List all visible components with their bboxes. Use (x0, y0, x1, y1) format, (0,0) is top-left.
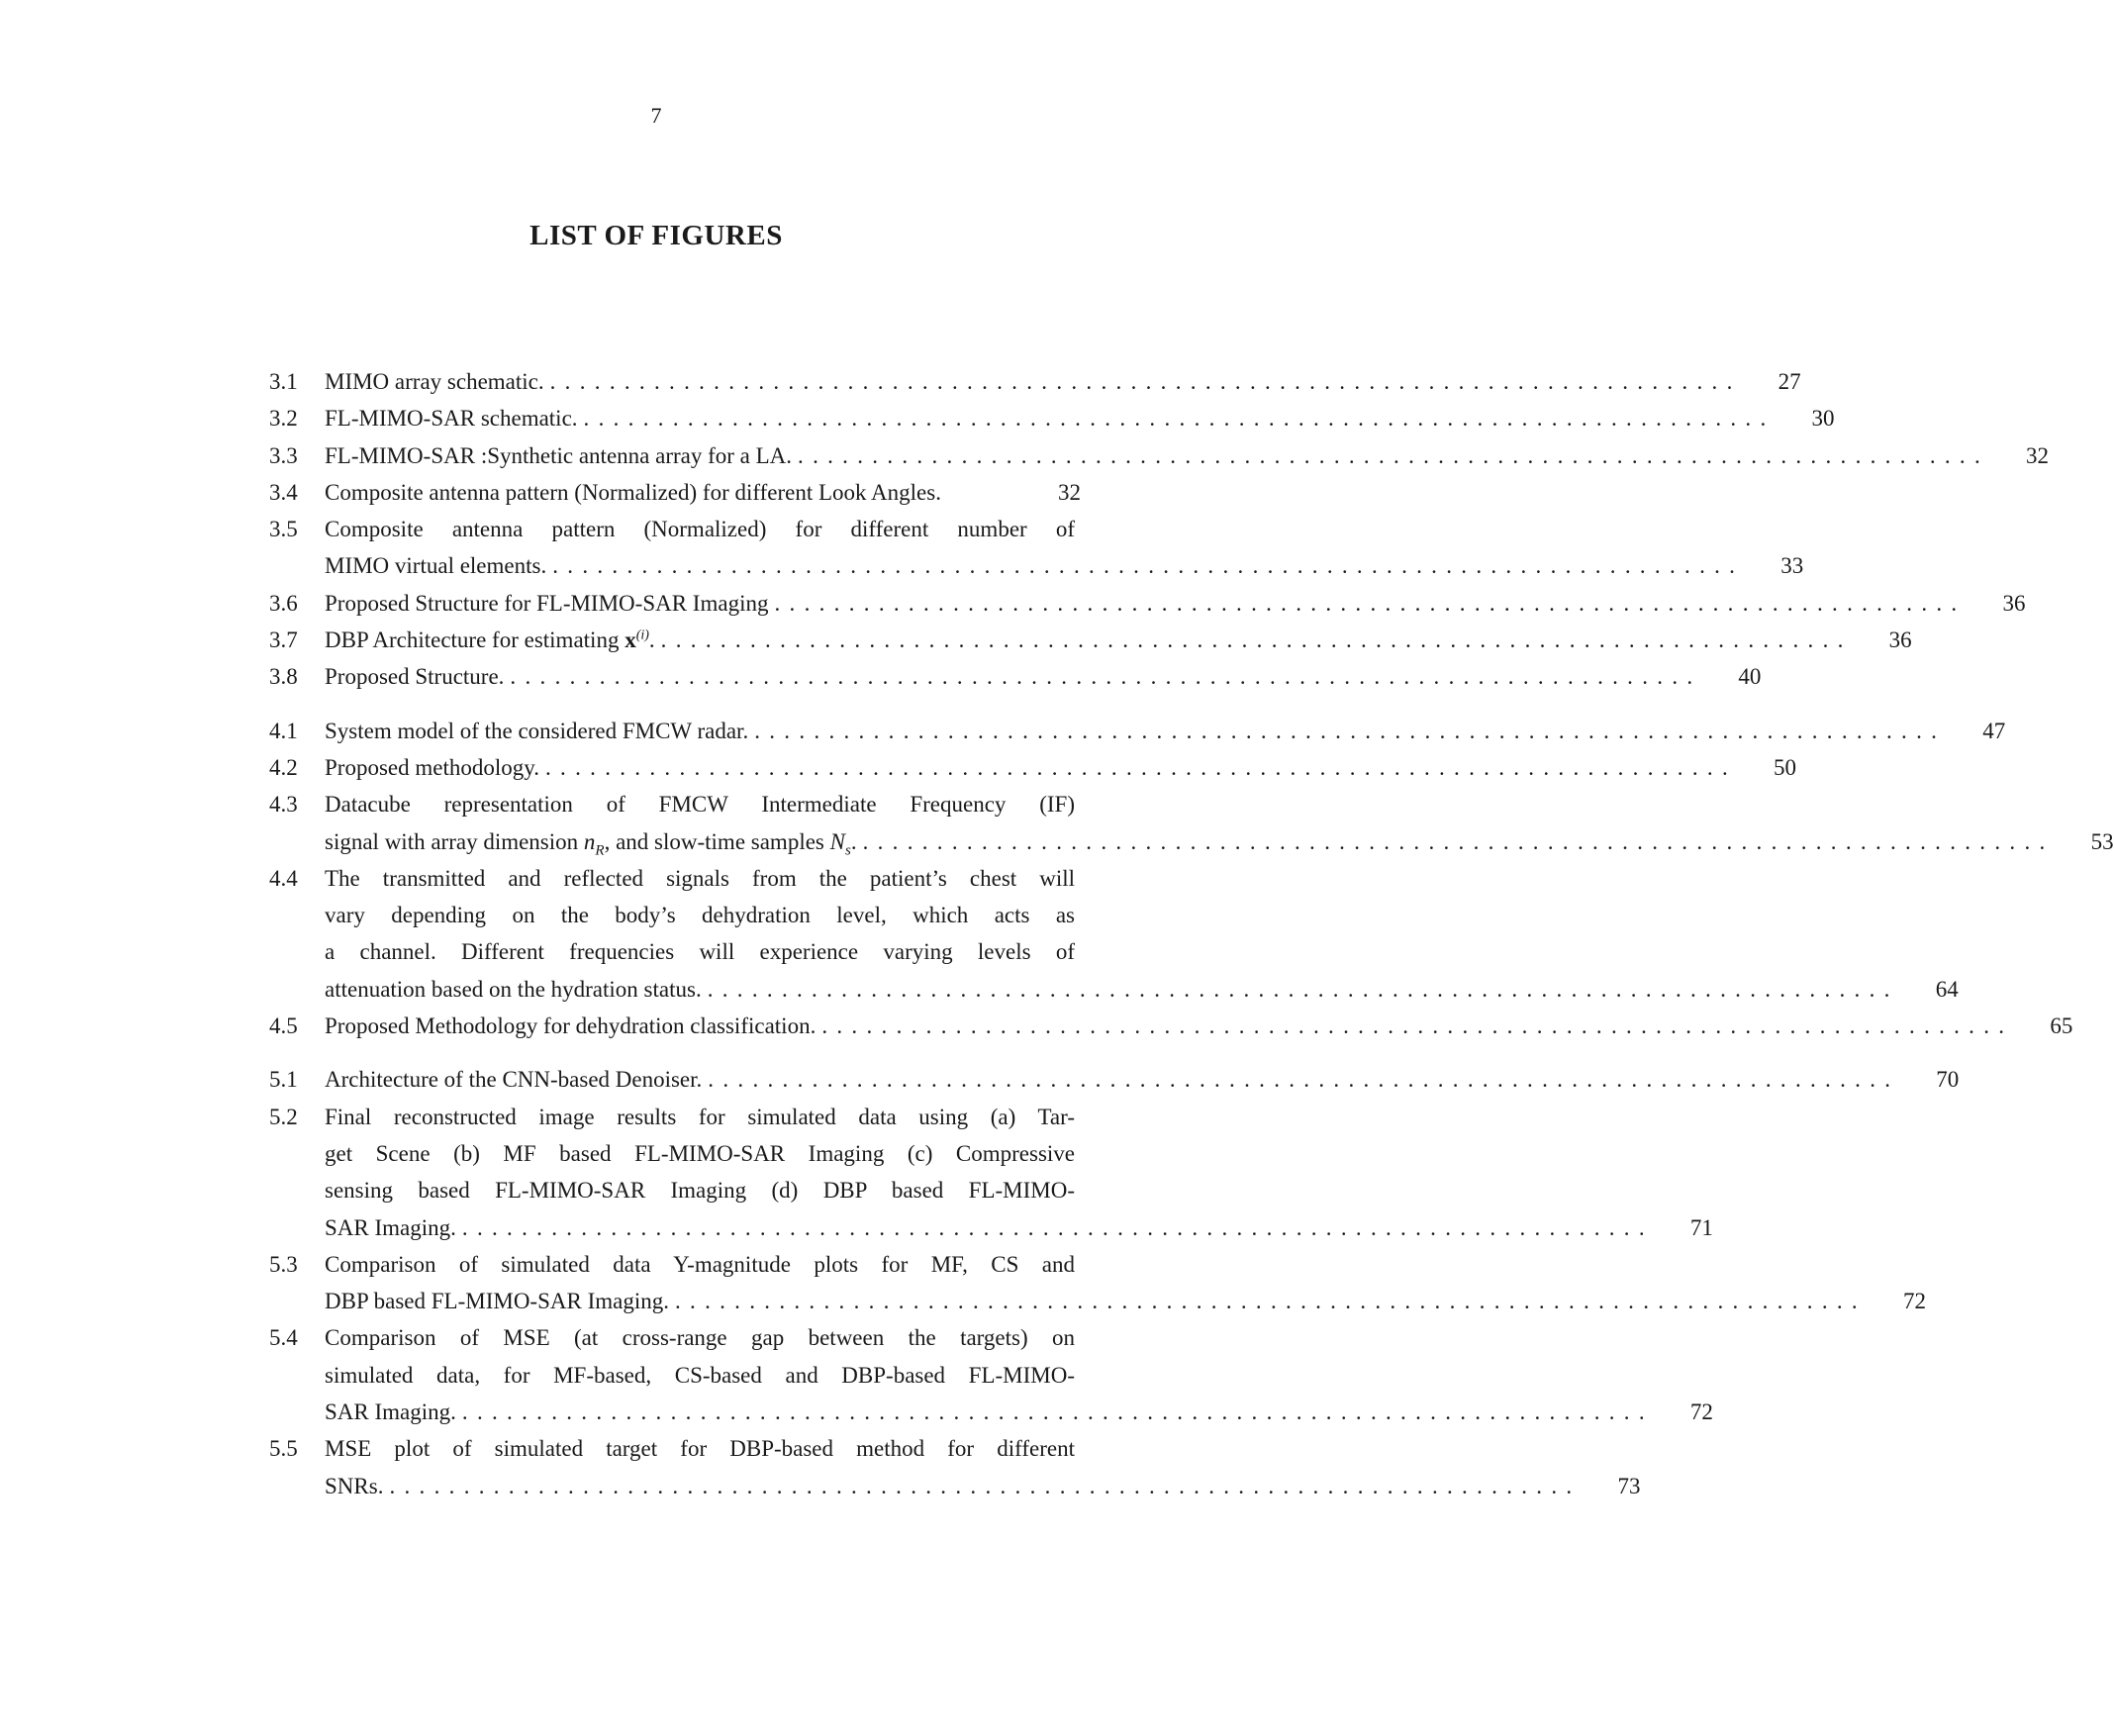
page-reference: 27 (1778, 369, 1801, 394)
figure-entry[interactable] (269, 713, 2006, 749)
figure-caption-text: MIMO virtual elements. (325, 553, 547, 579)
page-title: LIST OF FIGURES (529, 220, 783, 251)
figure-entry[interactable] (269, 1008, 2073, 1044)
leader-dots: ................................................................................ (754, 718, 1947, 743)
figure-caption-line: Comparison of MSE (at cross-range gap between the targets) on (325, 1325, 1075, 1351)
leader-dots: ................................................................................ (545, 754, 1737, 780)
figure-entry[interactable] (269, 437, 2050, 474)
figure-caption-line: get Scene (b) MF based FL-MIMO-SAR Imaging (c) Compressive (325, 1140, 1075, 1166)
leader-dots: ................................................................................ (862, 828, 2055, 854)
figure-entry[interactable] (269, 585, 2026, 622)
figure-number: 5.3 (269, 1251, 298, 1277)
list-of-figures (269, 363, 2114, 1521)
figure-entry[interactable] (269, 1099, 1713, 1246)
figure-caption-text: attenuation based on the hydration status. (325, 976, 702, 1002)
figure-caption-text: Proposed Structure for FL-MIMO-SAR Imaging (325, 590, 769, 616)
page-reference: 64 (1935, 976, 1959, 1002)
figure-caption-text: SAR Imaging. (325, 1399, 456, 1425)
figure-number: 4.3 (269, 792, 298, 818)
figure-number: 5.4 (269, 1325, 298, 1351)
page-reference: 73 (1617, 1473, 1641, 1498)
figure-entry[interactable] (269, 622, 1912, 658)
figure-caption-text: FL-MIMO-SAR schematic. (325, 406, 578, 432)
leader-dots: ................................................................................ (510, 664, 1702, 690)
page-reference: 47 (1982, 718, 2006, 743)
figure-entry[interactable] (269, 749, 1796, 786)
figure-caption-line: Final reconstructed image results for simulated data using (a) Tar- (325, 1104, 1075, 1129)
page-number: 7 (650, 103, 662, 128)
figure-number: 4.4 (269, 865, 298, 891)
page-reference: 32 (2026, 442, 2050, 468)
page-reference: 71 (1689, 1214, 1713, 1240)
page-reference: 70 (1936, 1067, 1960, 1093)
figure-caption-text: DBP based FL-MIMO-SAR Imaging. (325, 1289, 669, 1314)
figure-caption-text: SNRs. (325, 1473, 384, 1498)
leader-dots: ................................................................................ (461, 1214, 1654, 1240)
figure-caption-text: Composite antenna pattern (Normalized) for different Look Angles. (325, 479, 941, 505)
figure-group (269, 363, 2050, 696)
page-reference: 33 (1780, 553, 1804, 579)
figure-number: 3.8 (269, 664, 298, 690)
figure-entry[interactable] (269, 658, 1762, 695)
figure-number: 3.1 (269, 369, 298, 394)
leader-dots: ................................................................................ (774, 590, 1967, 616)
leader-dots: ................................................................................ (389, 1473, 1582, 1498)
leader-dots: ................................................................................ (549, 369, 1742, 394)
figure-number: 5.1 (269, 1067, 298, 1093)
leader-dots: ................................................................................ (461, 1399, 1654, 1425)
figure-number: 3.2 (269, 406, 298, 432)
figure-entry[interactable] (269, 1430, 1641, 1504)
figure-number: 4.1 (269, 718, 298, 743)
figure-number: 3.5 (269, 517, 298, 542)
figure-caption-text: Proposed methodology. (325, 754, 539, 780)
figure-number: 5.5 (269, 1436, 298, 1462)
leader-dots (941, 474, 1021, 511)
figure-caption-text: Architecture of the CNN-based Denoiser. (325, 1067, 703, 1093)
figure-entry[interactable] (269, 363, 1801, 400)
leader-dots: ................................................................................ (583, 406, 1776, 432)
page-reference: 53 (2090, 828, 2114, 854)
figure-caption-text: System model of the considered FMCW radar. (325, 718, 749, 743)
figure-number: 3.3 (269, 442, 298, 468)
page-reference: 36 (2002, 590, 2026, 616)
figure-caption-text: MIMO array schematic. (325, 369, 544, 394)
figure-group (269, 1061, 1960, 1504)
page-reference: 72 (1689, 1399, 1713, 1425)
page-reference: 32 (1058, 479, 1081, 505)
figure-entry[interactable] (269, 1061, 1960, 1098)
figure-entry[interactable] (269, 1319, 1713, 1430)
page-reference: 65 (2050, 1013, 2073, 1039)
leader-dots: ................................................................................ (821, 1013, 2014, 1039)
figure-caption-line: a channel. Different frequencies will experience varying levels of (325, 939, 1075, 965)
leader-dots: ................................................................................ (674, 1289, 1867, 1314)
figure-number: 4.5 (269, 1013, 298, 1039)
figure-entry[interactable] (269, 474, 1081, 511)
leader-dots: ................................................................................ (708, 1067, 1900, 1093)
leader-dots: ................................................................................ (552, 553, 1745, 579)
figure-caption-line: Composite antenna pattern (Normalized) for different number of (325, 517, 1075, 542)
leader-dots: ................................................................................ (707, 976, 1899, 1002)
page-reference: 36 (1888, 627, 1912, 653)
figure-caption-text: SAR Imaging. (325, 1214, 456, 1240)
page-reference: 40 (1738, 664, 1762, 690)
figure-caption-text: signal with array dimension $n_R$, and slow-time samples $N_s$. (325, 828, 857, 859)
leader-dots: ................................................................................ (660, 627, 1853, 653)
page-reference: 30 (1811, 406, 1835, 432)
figure-caption-line: simulated data, for MF-based, CS-based and DBP-based FL-MIMO- (325, 1362, 1075, 1388)
figure-number: 3.7 (269, 627, 298, 653)
figure-caption-line: sensing based FL-MIMO-SAR Imaging (d) DBP based FL-MIMO- (325, 1178, 1075, 1204)
figure-entry[interactable] (269, 511, 1804, 585)
figure-number: 4.2 (269, 754, 298, 780)
figure-caption-line: The transmitted and reflected signals from the patient’s chest will (325, 865, 1075, 891)
figure-number: 3.4 (269, 479, 298, 505)
figure-caption-text: FL-MIMO-SAR :Synthetic antenna array for a LA. (325, 442, 793, 468)
page-reference: 50 (1774, 754, 1796, 780)
figure-number: 3.6 (269, 590, 298, 616)
figure-caption-text: Proposed Structure. (325, 664, 505, 690)
figure-entry[interactable] (269, 400, 1835, 436)
figure-caption-text: Proposed Methodology for dehydration classification. (325, 1013, 817, 1039)
figure-caption-line: Comparison of simulated data Y-magnitude plots for MF, CS and (325, 1251, 1075, 1277)
figure-caption-line: MSE plot of simulated target for DBP-based method for different (325, 1436, 1075, 1462)
figure-caption-line: Datacube representation of FMCW Intermediate Frequency (IF) (325, 792, 1075, 818)
figure-entry[interactable] (269, 786, 2114, 860)
figure-caption-text: DBP Architecture for estimating $x^{(i)}$. (325, 627, 655, 653)
figure-number: 5.2 (269, 1104, 298, 1129)
figure-entry[interactable] (269, 1246, 1926, 1320)
page-reference: 72 (1902, 1289, 1926, 1314)
figure-entry[interactable] (269, 860, 1959, 1008)
leader-dots: ................................................................................ (798, 442, 1990, 468)
figure-caption-line: vary depending on the body’s dehydration level, which acts as (325, 903, 1075, 928)
figure-group (269, 713, 2114, 1045)
